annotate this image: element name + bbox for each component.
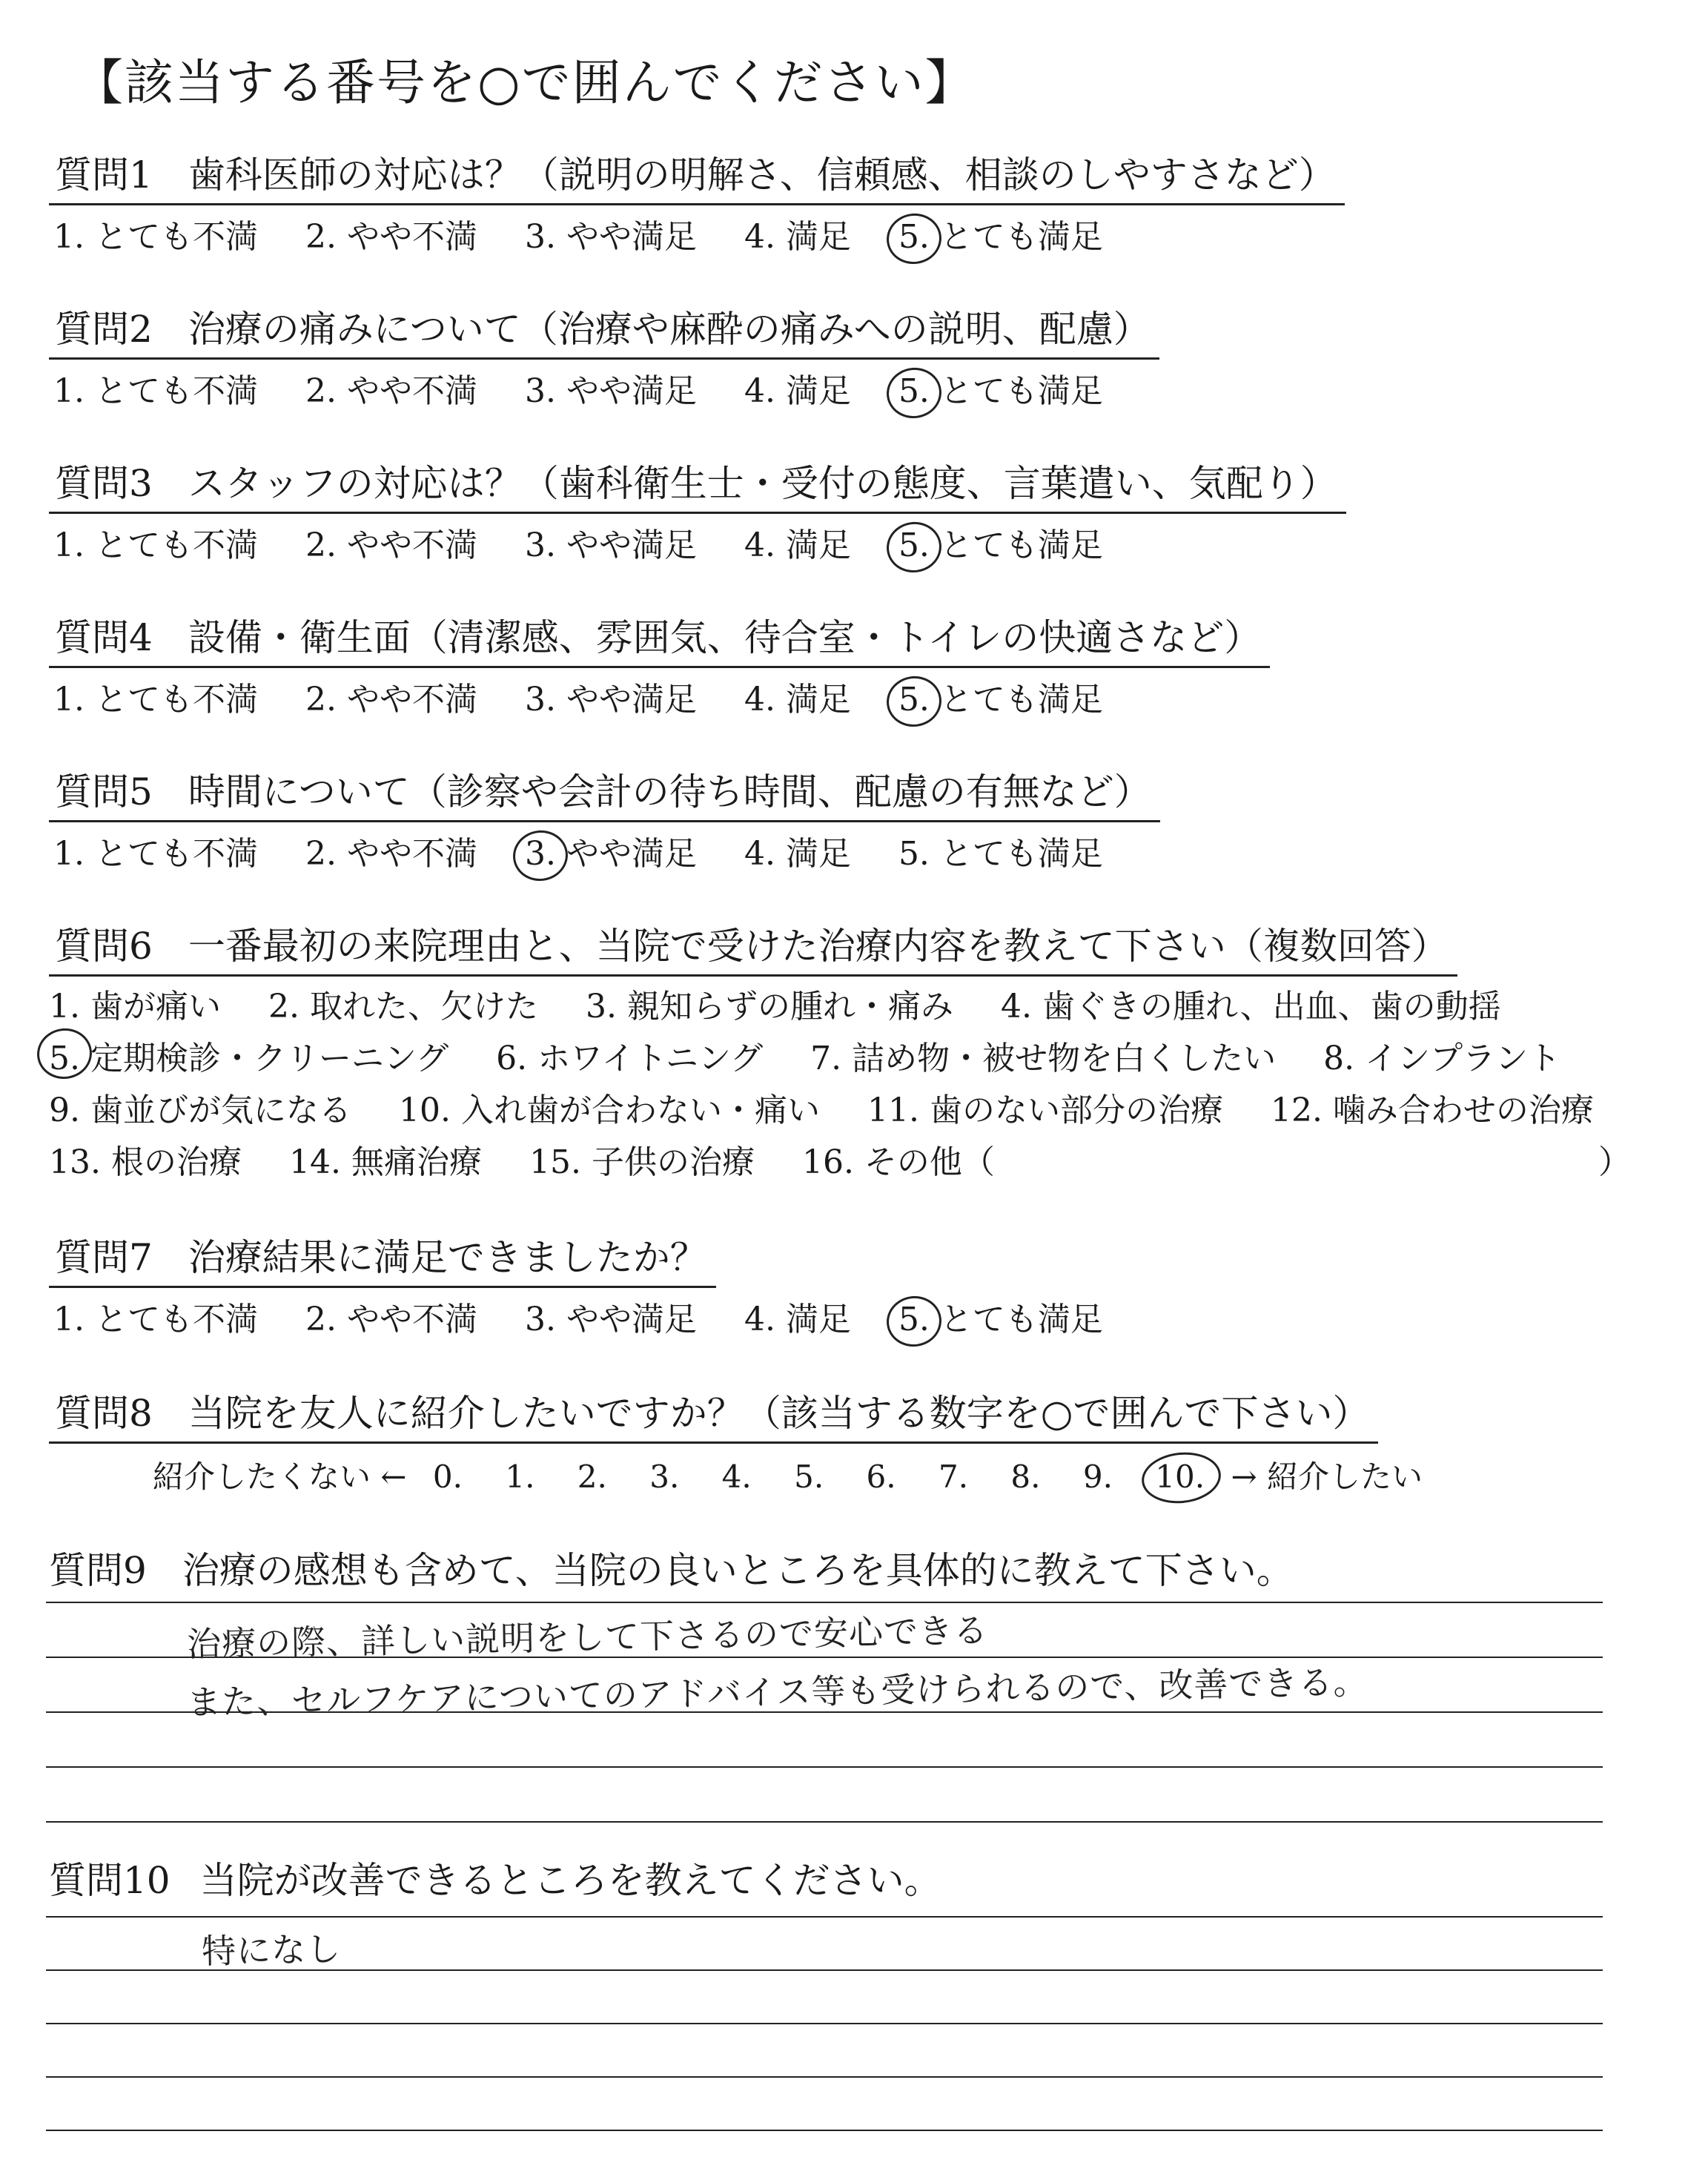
question-number: 質問4 — [55, 616, 153, 659]
option-5-selected[interactable]: 5. とても満足 — [898, 372, 1103, 410]
question-number: 質問10 — [49, 1859, 171, 1902]
scale-value-9[interactable]: 9. — [1082, 1459, 1113, 1495]
question-number: 質問2 — [55, 308, 153, 351]
option-3[interactable]: 3. やや満足 — [524, 681, 697, 719]
question-text: 設備・衛生面（清潔感、雰囲気、待合室・トイレの快適さなど） — [188, 616, 1262, 659]
rating-options — [49, 1292, 1140, 1340]
option-2[interactable]: 2. やや不満 — [305, 372, 477, 410]
option-5-selected[interactable]: 5. とても満足 — [898, 218, 1103, 256]
option-2[interactable]: 2. やや不満 — [305, 218, 477, 256]
option-12[interactable]: 12. 噛み合わせの治療 — [1270, 1091, 1594, 1129]
scale-value-6[interactable]: 6. — [866, 1459, 896, 1495]
rating-options — [49, 518, 1346, 566]
option-3[interactable]: 3. やや満足 — [524, 372, 697, 410]
question-7 — [49, 1228, 1140, 1340]
handwritten-answer-line: 治療の際、詳しい説明をして下さるので安心できる — [186, 1610, 989, 1665]
option-6[interactable]: 6. ホワイトニング — [496, 1040, 764, 1077]
answer-rule — [46, 1766, 1603, 1768]
answer-rule — [46, 2130, 1603, 2131]
question-6 — [49, 916, 1631, 1189]
question-8 — [49, 1384, 1423, 1497]
option-5-selected[interactable]: 5. 定期検診・クリーニング — [49, 1033, 448, 1085]
question-5-title — [49, 762, 1160, 822]
treatment-options — [49, 981, 1631, 1189]
handwritten-answer-line: 特になし — [201, 1929, 342, 1972]
question-number: 質問7 — [55, 1236, 153, 1279]
scale-value-5[interactable]: 5. — [794, 1459, 824, 1495]
option-10[interactable]: 10. 入れ歯が合わない・痛い — [398, 1091, 820, 1129]
question-text: スタッフの対応は？（歯科衛生士・受付の態度、言葉遣い、気配り） — [188, 462, 1337, 505]
option-1[interactable]: 1. とても不満 — [53, 835, 258, 873]
question-1 — [49, 145, 1345, 257]
question-1-title — [49, 145, 1345, 205]
question-8-title — [49, 1384, 1378, 1444]
page-title: 【該当する番号を○で囲んでください】 — [74, 54, 976, 111]
question-3 — [49, 454, 1346, 566]
scale-value-8[interactable]: 8. — [1010, 1459, 1041, 1495]
scale-value-2[interactable]: 2. — [577, 1459, 607, 1495]
option-5-selected[interactable]: 5. とても満足 — [898, 526, 1103, 564]
question-2-title — [49, 300, 1159, 360]
option-4[interactable]: 4. 満足 — [744, 1301, 851, 1338]
question-5 — [49, 762, 1160, 874]
option-row — [49, 981, 1631, 1033]
answer-rule — [46, 1821, 1603, 1823]
option-4[interactable]: 4. 満足 — [744, 372, 851, 410]
option-4[interactable]: 4. 歯ぐきの腫れ、出血、歯の動揺 — [1000, 988, 1501, 1025]
question-text: 治療の感想も含めて、当院の良いところを具体的に教えて下さい。 — [182, 1549, 1294, 1592]
rating-options — [49, 673, 1270, 720]
question-2 — [49, 300, 1159, 412]
option-9[interactable]: 9. 歯並びが気になる — [49, 1091, 351, 1129]
question-4 — [49, 608, 1270, 720]
option-2[interactable]: 2. やや不満 — [305, 1301, 477, 1338]
option-8[interactable]: 8. インプラント — [1323, 1040, 1561, 1077]
option-5-selected[interactable]: 5. とても満足 — [898, 1301, 1103, 1338]
option-2[interactable]: 2. やや不満 — [305, 526, 477, 564]
option-5[interactable]: 5. とても満足 — [898, 835, 1103, 873]
option-14[interactable]: 14. 無痛治療 — [288, 1143, 482, 1181]
option-1[interactable]: 1. とても不満 — [53, 526, 258, 564]
question-9 — [49, 1541, 1294, 1594]
option-11[interactable]: 11. 歯のない部分の治療 — [867, 1091, 1223, 1129]
answer-rule — [46, 2076, 1603, 2078]
question-text: 一番最初の来院理由と、当院で受けた治療内容を教えて下さい（複数回答） — [188, 925, 1449, 968]
question-6-title — [49, 916, 1457, 977]
scale-value-7[interactable]: 7. — [938, 1459, 969, 1495]
option-row — [49, 1033, 1631, 1085]
question-9-answer-area[interactable] — [46, 1602, 1603, 1824]
question-9-title — [49, 1541, 1294, 1594]
question-text: 治療結果に満足できましたか？ — [188, 1236, 707, 1279]
scale-left-label: 紹介したくない ← — [153, 1459, 407, 1495]
referral-scale — [49, 1453, 1423, 1497]
scale-value-10-selected[interactable]: 10. — [1155, 1459, 1205, 1495]
option-5-selected[interactable]: 5. とても満足 — [898, 681, 1103, 719]
option-3[interactable]: 3. やや満足 — [524, 526, 697, 564]
question-number: 質問6 — [55, 925, 153, 968]
scale-value-4[interactable]: 4. — [721, 1459, 752, 1495]
scale-value-0[interactable]: 0. — [432, 1459, 463, 1495]
rating-options — [49, 210, 1345, 257]
scale-value-1[interactable]: 1. — [505, 1459, 535, 1495]
question-10 — [49, 1851, 941, 1904]
question-number: 質問5 — [55, 770, 153, 813]
question-7-title — [49, 1228, 716, 1288]
question-4-title — [49, 608, 1270, 668]
scale-right-label: → 紹介したい — [1231, 1459, 1423, 1495]
option-13[interactable]: 13. 根の治療 — [49, 1143, 242, 1181]
option-row — [49, 1137, 1631, 1189]
question-number: 質問9 — [49, 1549, 147, 1592]
option-1[interactable]: 1. 歯が痛い — [49, 988, 221, 1025]
option-3[interactable]: 3. 親知らずの腫れ・痛み — [585, 988, 953, 1025]
answer-rule — [46, 1602, 1603, 1603]
question-10-title — [49, 1851, 941, 1904]
answer-rule — [46, 2023, 1603, 2024]
option-1[interactable]: 1. とても不満 — [53, 681, 258, 719]
option-1[interactable]: 1. とても不満 — [53, 218, 258, 256]
question-number: 質問1 — [55, 153, 153, 196]
rating-options — [49, 364, 1159, 412]
answer-rule — [46, 1916, 1603, 1918]
question-10-answer-area[interactable] — [46, 1916, 1603, 2138]
option-15[interactable]: 15. 子供の治療 — [529, 1143, 755, 1181]
question-text: 歯科医師の対応は？（説明の明解さ、信頼感、相談のしやすさなど） — [188, 153, 1336, 196]
question-text: 当院を友人に紹介したいですか？（該当する数字を○で囲んで下さい） — [188, 1392, 1370, 1435]
scale-value-3[interactable]: 3. — [649, 1459, 680, 1495]
option-1[interactable]: 1. とても不満 — [53, 1301, 258, 1338]
option-16-other[interactable]: 16. その他（ — [801, 1143, 995, 1181]
question-text: 治療の痛みについて（治療や麻酔の痛みへの説明、配慮） — [188, 308, 1151, 351]
handwritten-answer-line: また、セルフケアについてのアドバイス等も受けられるので、改善できる。 — [186, 1662, 1368, 1723]
option-7[interactable]: 7. 詰め物・被せ物を白くしたい — [810, 1040, 1277, 1077]
option-2[interactable]: 2. 取れた、欠けた — [268, 988, 538, 1025]
option-row — [49, 1085, 1631, 1137]
option-4[interactable]: 4. 満足 — [744, 835, 851, 873]
option-4[interactable]: 4. 満足 — [744, 526, 851, 564]
option-4[interactable]: 4. 満足 — [744, 218, 851, 256]
option-3-selected[interactable]: 3. やや満足 — [524, 835, 697, 873]
question-3-title — [49, 454, 1346, 514]
option-3[interactable]: 3. やや満足 — [524, 218, 697, 256]
other-close-paren: ） — [1598, 1143, 1631, 1181]
question-number: 質問3 — [55, 462, 153, 505]
rating-options — [49, 827, 1160, 874]
option-3[interactable]: 3. やや満足 — [524, 1301, 697, 1338]
option-2[interactable]: 2. やや不満 — [305, 835, 477, 873]
question-text: 時間について（診察や会計の待ち時間、配慮の有無など） — [188, 770, 1151, 813]
question-number: 質問8 — [55, 1392, 153, 1435]
question-text: 当院が改善できるところを教えてください。 — [199, 1859, 941, 1902]
option-2[interactable]: 2. やや不満 — [305, 681, 477, 719]
option-4[interactable]: 4. 満足 — [744, 681, 851, 719]
option-1[interactable]: 1. とても不満 — [53, 372, 258, 410]
